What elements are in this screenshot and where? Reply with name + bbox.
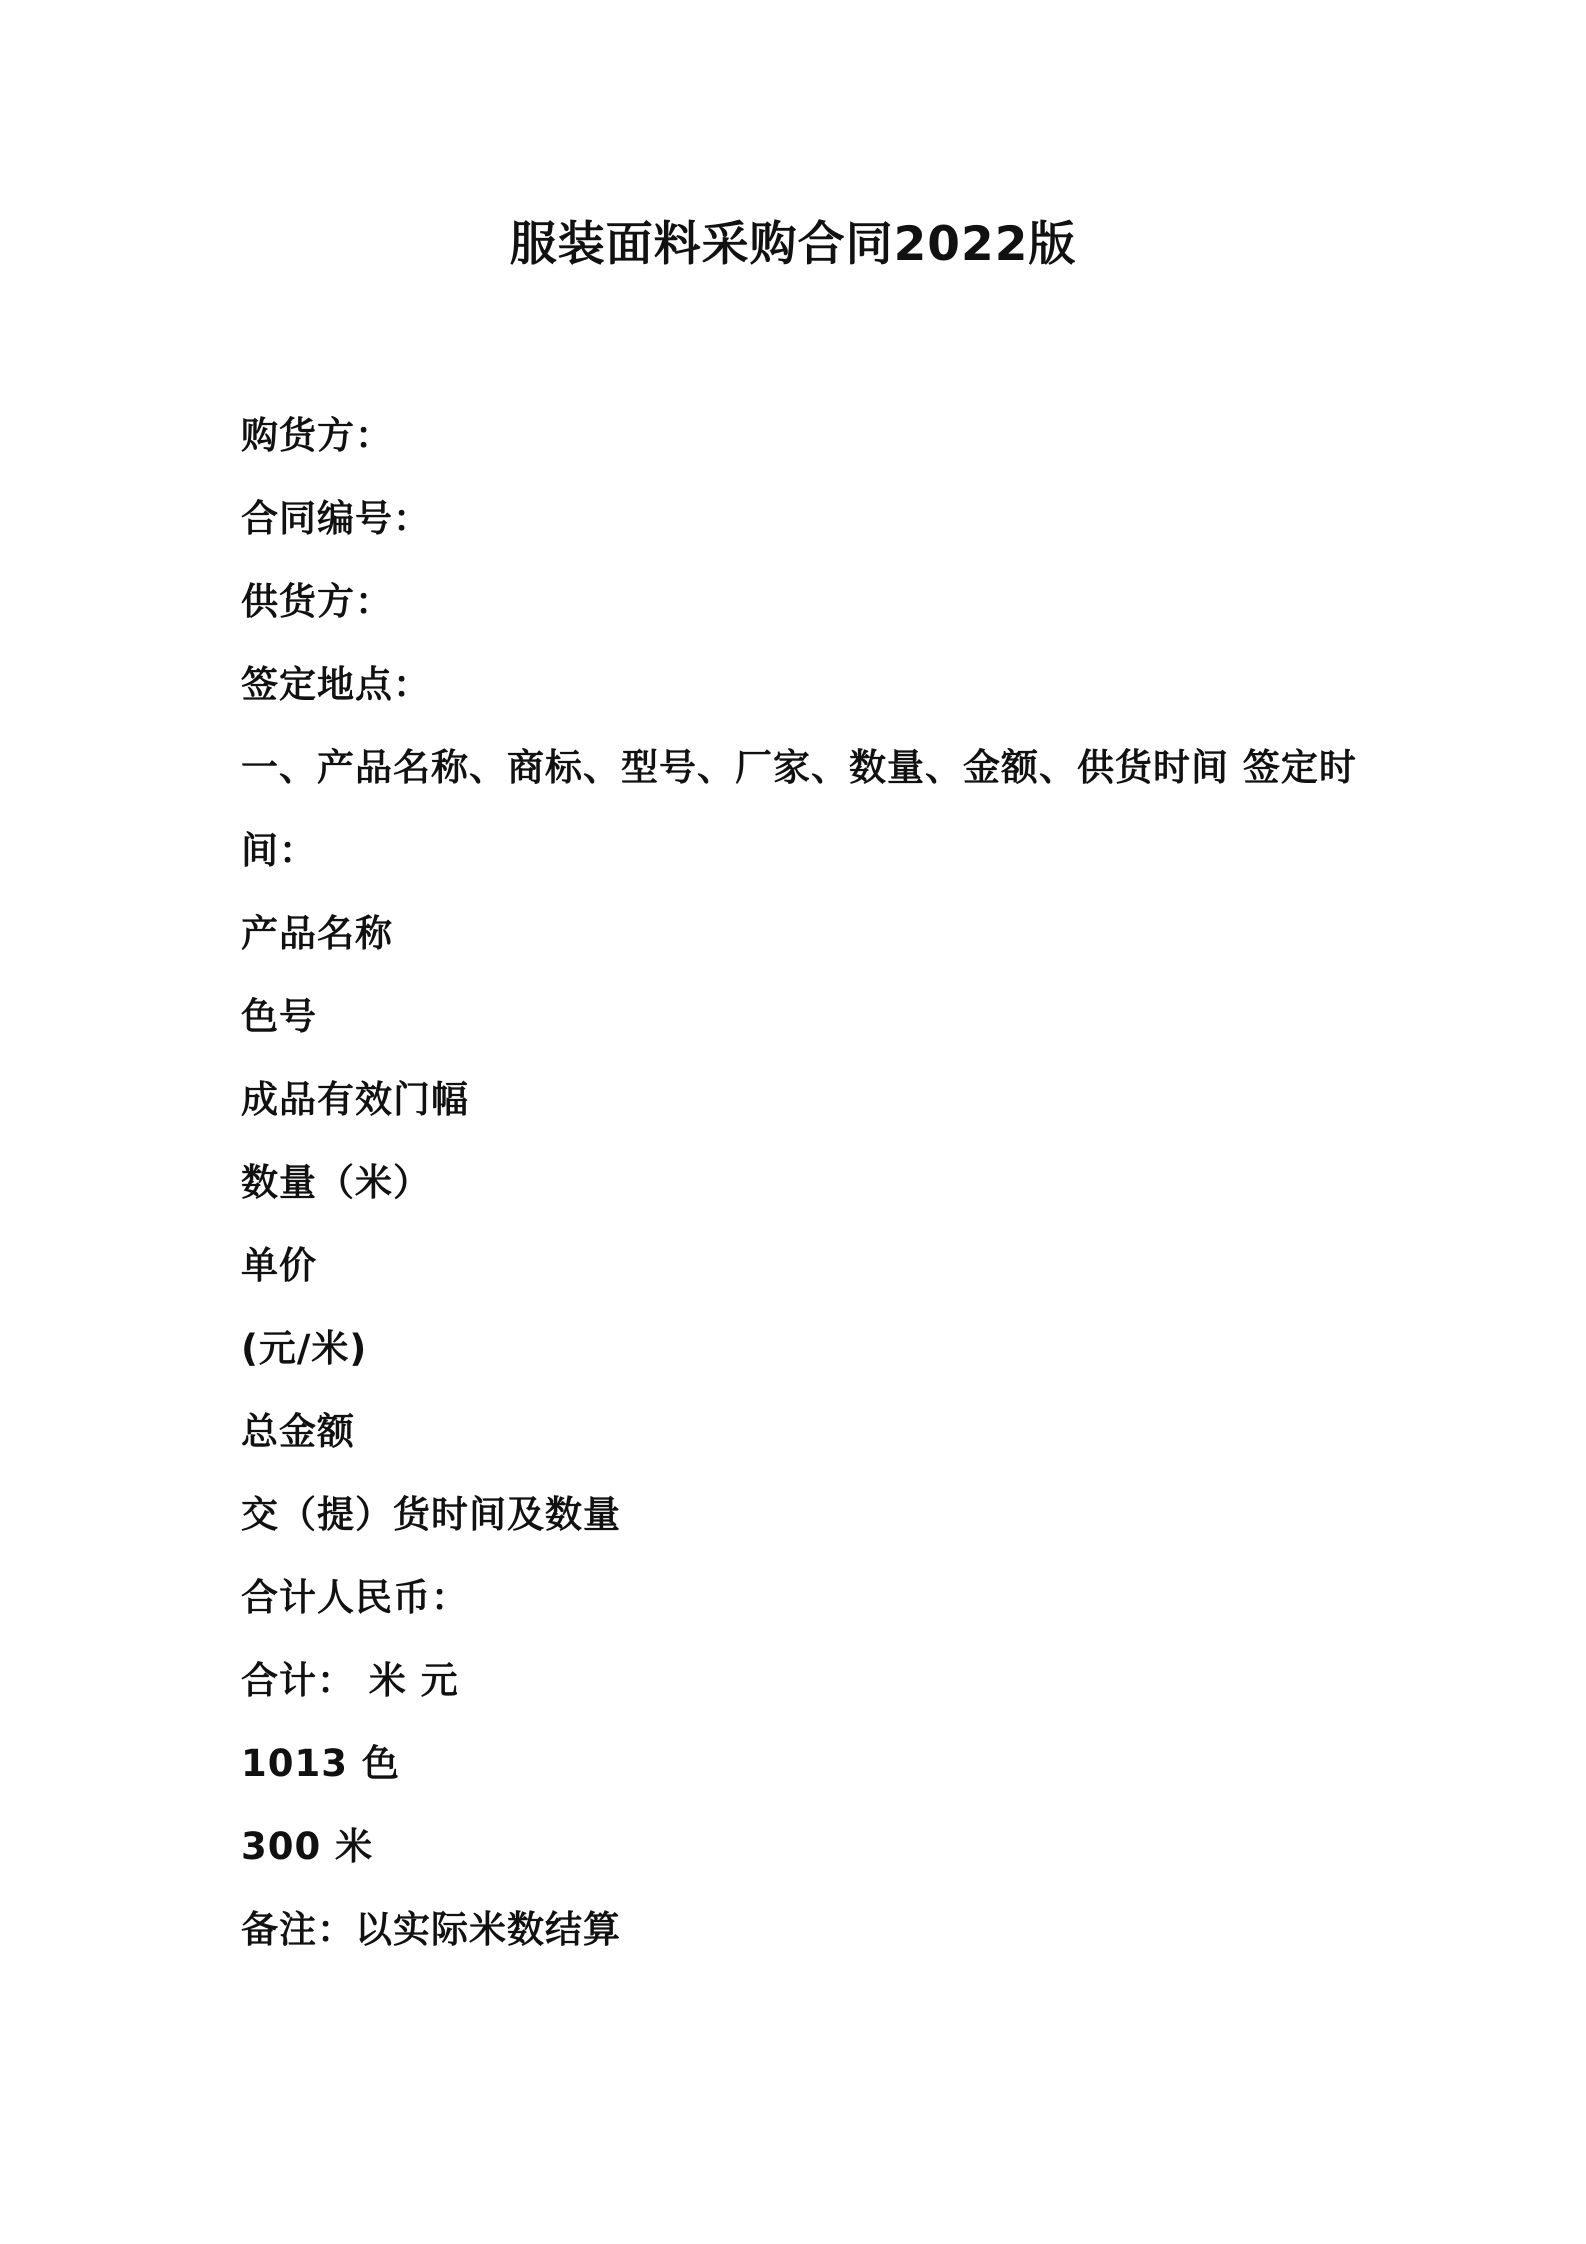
supplier-line: 供货方： [241, 580, 393, 623]
unit-price-unit-label: (元/米) [241, 1327, 368, 1370]
color-number-label: 色号 [241, 995, 317, 1038]
quantity-label: 数量（米） [241, 1161, 431, 1204]
color-value-line: 1013 色 [241, 1742, 400, 1785]
buyer-line: 购货方： [241, 414, 393, 457]
product-name-label: 产品名称 [241, 912, 393, 955]
contract-number-line: 合同编号： [241, 497, 431, 540]
unit-price-label: 单价 [241, 1244, 317, 1287]
section-one-heading-continued: 间： [241, 829, 317, 872]
signing-place-line: 签定地点： [241, 663, 431, 706]
total-rmb-line: 合计人民币： [241, 1576, 469, 1619]
document-body [241, 404, 1361, 1981]
total-amount-label: 总金额 [241, 1410, 355, 1453]
quantity-value-line: 300 米 [241, 1825, 374, 1868]
effective-width-label: 成品有效门幅 [241, 1078, 469, 1121]
document-title: 服装面料采购合同2022版 [509, 217, 1077, 272]
section-one-heading: 一、产品名称、商标、型号、厂家、数量、金额、供货时间 签定时 [241, 746, 1357, 789]
remark-line: 备注：以实际米数结算 [241, 1908, 621, 1951]
total-line: 合计： 米 元 [241, 1659, 459, 1702]
delivery-time-quantity-label: 交（提）货时间及数量 [241, 1493, 621, 1536]
